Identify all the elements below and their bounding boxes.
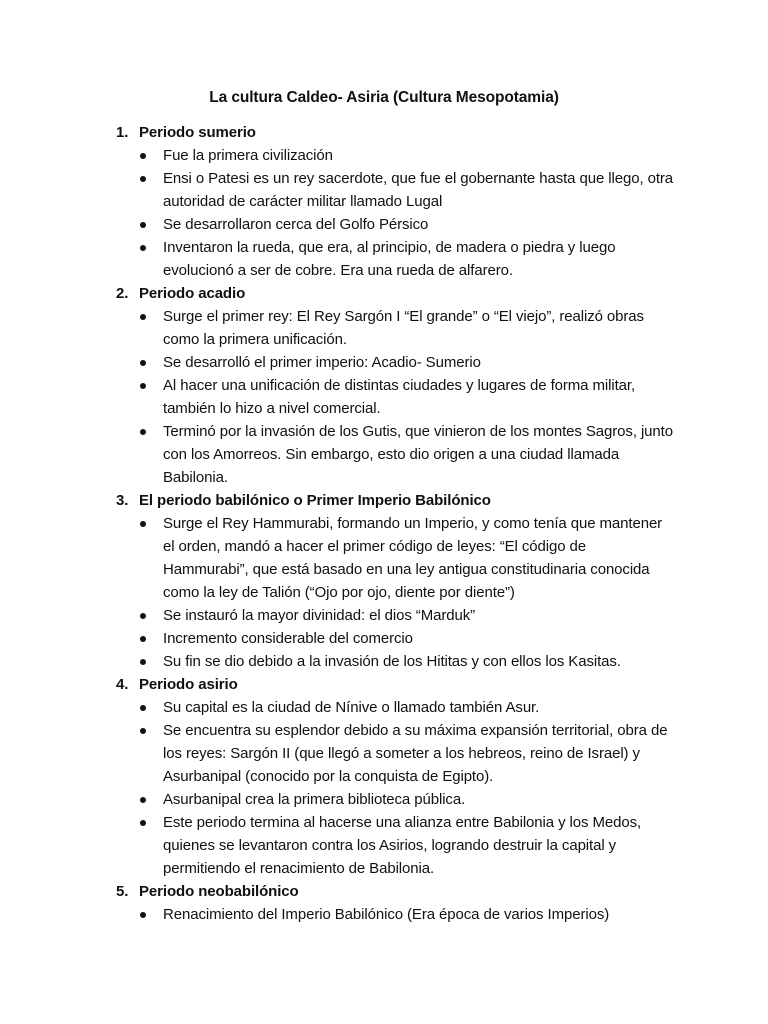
bullet-item — [0, 627, 675, 650]
section-number: 4. — [116, 676, 129, 693]
section — [0, 880, 768, 926]
bullet-dot-icon — [140, 360, 146, 366]
bullet-dot-icon — [140, 613, 146, 619]
bullet-dot-icon — [140, 314, 146, 320]
bullet-text: Se desarrollaron cerca del Golfo Pérsico — [163, 216, 429, 233]
section-list — [0, 121, 768, 926]
bullet-item — [0, 811, 675, 880]
bullet-dot-icon — [140, 153, 146, 159]
section — [0, 673, 768, 880]
bullet-list — [0, 144, 768, 282]
bullet-text: Incremento considerable del comercio — [163, 630, 413, 647]
section-heading-text: El periodo babilónico o Primer Imperio Babilónico — [139, 492, 491, 509]
section-heading — [0, 282, 768, 305]
bullet-item — [0, 512, 675, 604]
bullet-item — [0, 604, 675, 627]
bullet-item — [0, 144, 675, 167]
bullet-item — [0, 167, 675, 213]
bullet-dot-icon — [140, 383, 146, 389]
section-heading — [0, 489, 768, 512]
bullet-dot-icon — [140, 912, 146, 918]
section-heading — [0, 673, 768, 696]
bullet-text: Surge el primer rey: El Rey Sargón I “El grande” o “El viejo”, realizó obras como la primera unificación. — [163, 308, 644, 348]
bullet-item — [0, 420, 675, 489]
bullet-dot-icon — [140, 222, 146, 228]
bullet-item — [0, 305, 675, 351]
bullet-list — [0, 512, 768, 673]
section-number: 5. — [116, 883, 129, 900]
bullet-text: Surge el Rey Hammurabi, formando un Imperio, y como tenía que mantener el orden, mandó a hacer el primer código de leyes: “El código de Hammurabi”, que está basado en una ley antigua constitudinaria conocida como la ley de Talión (“Ojo por ojo, diente por diente”) — [163, 515, 663, 601]
document-title: La cultura Caldeo- Asiria (Cultura Mesopotamia) — [209, 89, 559, 106]
section-heading-text: Periodo sumerio — [139, 124, 256, 141]
bullet-text: Ensi o Patesi es un rey sacerdote, que fue el gobernante hasta que llego, otra autoridad de carácter militar llamado Lugal — [163, 170, 674, 210]
bullet-dot-icon — [140, 728, 146, 734]
bullet-item — [0, 788, 675, 811]
bullet-text: Se instauró la mayor divinidad: el dios “Marduk” — [163, 607, 476, 624]
bullet-item — [0, 236, 675, 282]
section — [0, 489, 768, 673]
section-heading — [0, 121, 768, 144]
bullet-text: Se encuentra su esplendor debido a su máxima expansión territorial, obra de los reyes: Sargón II (que llegó a someter a los hebreos, reino de Israel) y Asurbanipal (conocido por la conquista de Egipto). — [163, 722, 668, 785]
section-heading-text: Periodo neobabilónico — [139, 883, 299, 900]
section — [0, 121, 768, 282]
bullet-dot-icon — [140, 245, 146, 251]
bullet-dot-icon — [140, 797, 146, 803]
bullet-text: Su fin se dio debido a la invasión de los Hititas y con ellos los Kasitas. — [163, 653, 621, 670]
bullet-item — [0, 650, 675, 673]
bullet-text: Su capital es la ciudad de Nínive o llamado también Asur. — [163, 699, 540, 716]
bullet-text: Este periodo termina al hacerse una alianza entre Babilonia y los Medos, quienes se levantaron contra los Asirios, logrando destruir la capital y permitiendo el renacimiento de Babilonia. — [163, 814, 642, 877]
bullet-list — [0, 305, 768, 489]
bullet-text: Al hacer una unificación de distintas ciudades y lugares de forma militar, también lo hizo a nivel comercial. — [163, 377, 636, 417]
bullet-item — [0, 351, 675, 374]
bullet-text: Terminó por la invasión de los Gutis, que vinieron de los montes Sagros, junto con los Amorreos. Sin embargo, esto dio origen a una ciudad llamada Babilonia. — [163, 423, 673, 486]
bullet-list — [0, 696, 768, 880]
bullet-text: Se desarrolló el primer imperio: Acadio- Sumerio — [163, 354, 481, 371]
section — [0, 282, 768, 489]
section-heading-text: Periodo acadio — [139, 285, 246, 302]
bullet-item — [0, 213, 675, 236]
bullet-text: Asurbanipal crea la primera biblioteca pública. — [163, 791, 466, 808]
bullet-text: Renacimiento del Imperio Babilónico (Era época de varios Imperios) — [163, 906, 610, 923]
bullet-list — [0, 903, 768, 926]
section-number: 2. — [116, 285, 129, 302]
bullet-text: Fue la primera civilización — [163, 147, 333, 164]
section-number: 3. — [116, 492, 129, 509]
section-heading-text: Periodo asirio — [139, 676, 238, 693]
bullet-item — [0, 719, 675, 788]
bullet-dot-icon — [140, 705, 146, 711]
bullet-item — [0, 374, 675, 420]
bullet-dot-icon — [140, 429, 146, 435]
bullet-dot-icon — [140, 176, 146, 182]
bullet-dot-icon — [140, 521, 146, 527]
bullet-dot-icon — [140, 636, 146, 642]
section-heading — [0, 880, 768, 903]
bullet-dot-icon — [140, 659, 146, 665]
bullet-dot-icon — [140, 820, 146, 826]
bullet-item — [0, 903, 675, 926]
bullet-item — [0, 696, 675, 719]
section-number: 1. — [116, 124, 129, 141]
bullet-text: Inventaron la rueda, que era, al principio, de madera o piedra y luego evolucionó a ser de cobre. Era una rueda de alfarero. — [163, 239, 616, 279]
